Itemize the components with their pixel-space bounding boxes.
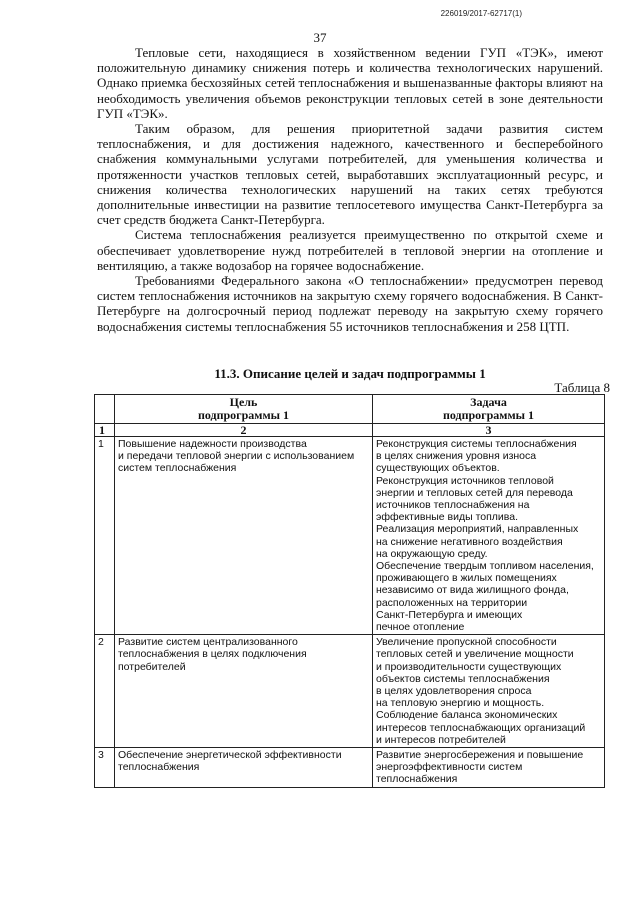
table-row	[95, 635, 605, 748]
column-number-row	[95, 424, 605, 437]
table-row	[95, 437, 605, 635]
task-text-line: Реализация мероприятий, направленных	[376, 523, 579, 536]
header-task-cell	[373, 395, 605, 424]
row-number-cell: 3	[95, 748, 115, 788]
column-number-2: 2	[115, 424, 373, 437]
task-text-line: энергии и тепловых сетей для перевода	[376, 486, 573, 499]
task-text-line: Увеличение пропускной способности	[376, 636, 557, 649]
task-text-line: печное отопление	[376, 621, 465, 634]
task-text-line: тепловых сетей и увеличение мощности	[376, 648, 574, 661]
goal-text-line: Развитие систем централизованного	[118, 636, 298, 649]
paragraph-3: Система теплоснабжения реализуется преимущественно по открытой схеме и обеспечивает удовлетворение нужд потребителей в тепловой энергии на отопление и вентиляцию, а также водозабор на горячее водоснабжение.	[97, 227, 603, 273]
table-body	[95, 437, 605, 788]
task-text-line: Реконструкция системы теплоснабжения	[376, 438, 577, 450]
table-row	[95, 748, 605, 788]
column-number-1: 1	[95, 424, 115, 437]
row-number-cell: 2	[95, 635, 115, 748]
task-text-line: в целях удовлетворения спроса	[376, 685, 532, 698]
header-goal-line2: подпрограммы 1	[197, 408, 290, 422]
goal-cell	[115, 748, 373, 788]
row-number-cell: 1	[95, 437, 115, 635]
header-goal-cell	[115, 395, 373, 424]
goal-text-line: Повышение надежности производства	[118, 438, 307, 450]
goal-text-line: теплоснабжения	[118, 761, 200, 774]
task-text-line: Реконструкция источников тепловой	[376, 474, 554, 487]
goals-table	[94, 394, 605, 788]
task-text-line: в целях снижения уровня износа	[376, 450, 537, 463]
goal-cell	[115, 437, 373, 635]
goal-text-line: теплоснабжения в целях подключения	[118, 648, 307, 661]
task-text-line: объектов системы теплоснабжения	[376, 672, 550, 685]
table-label: Таблица 8	[554, 380, 610, 395]
task-text-line: на тепловую энергию и мощность.	[376, 697, 545, 710]
task-text-line: Обеспечение твердым топливом населения,	[376, 560, 594, 573]
task-text-line: и интересов потребителей	[376, 733, 506, 746]
task-text-line: энергоэффективности систем	[376, 761, 523, 774]
task-text-line: на снижение негативного воздействия	[376, 535, 563, 548]
paragraph-1: Тепловые сети, находящиеся в хозяйственном ведении ГУП «ТЭК», имеют положительную динамику снижения потерь и количества технологических нарушений. Однако приемка бесхозяйных сетей теплоснабжения и вышеназванные факторы влияют на необходимость увеличения объемов реконструкции тепловых сетей в зоне деятельности ГУП «ТЭК».	[97, 45, 603, 121]
goal-cell	[115, 635, 373, 748]
column-number-3: 3	[373, 424, 605, 437]
document-id: 226019/2017-62717(1)	[440, 9, 522, 18]
task-text-line: теплоснабжения	[376, 773, 458, 786]
page-number: 37	[313, 30, 327, 45]
paragraph-4: Требованиями Федерального закона «О теплоснабжении» предусмотрен перевод систем теплоснабжения источников на закрытую схему горячего водоснабжения. В Санкт-Петербурге на долгосрочный период подлежат переводу на закрытую схему горячего водоснабжения системы теплоснабжения 55 источников теплоснабжения и 258 ЦТП.	[97, 273, 603, 334]
task-text-line: на окружающую среду.	[376, 547, 488, 560]
header-goal-line1: Цель	[229, 395, 258, 409]
task-text-line: Соблюдение баланса экономических	[376, 709, 558, 722]
task-text-line: Санкт-Петербурга и имеющих	[376, 608, 523, 621]
task-cell	[373, 748, 605, 788]
table-header-row	[95, 395, 605, 424]
header-task-line2: подпрограммы 1	[442, 408, 535, 422]
task-text-line: проживающего в жилых помещениях	[376, 572, 557, 585]
goal-text-line: и передачи тепловой энергии с использованием	[118, 450, 355, 463]
task-text-line: интересов теплоснабжающих организаций	[376, 721, 586, 734]
goal-text-line: Обеспечение энергетической эффективности	[118, 749, 342, 762]
goal-text-line: потребителей	[118, 660, 186, 673]
header-num-cell	[95, 395, 115, 424]
task-text-line: независимо от вида жилищного фонда,	[376, 584, 569, 597]
task-text-line: и производительности существующих	[376, 660, 562, 673]
body-text	[97, 45, 603, 334]
task-cell	[373, 437, 605, 635]
goal-text-line: систем теплоснабжения	[118, 462, 237, 475]
paragraph-2: Таким образом, для решения приоритетной задачи развития систем теплоснабжения, и для достижения надежного, качественного и бесперебойного снабжения коммунальными услугами потребителей, для уменьшения количества и протяженности участков тепловых сетей, выработавших эксплуатационный ресурс, и снижения количества технологических нарушений на таких сетях требуются дополнительные инвестиции на развитие теплосетевого имущества Санкт-Петербурга за счет средств бюджета Санкт-Петербурга.	[97, 121, 603, 228]
task-cell	[373, 635, 605, 748]
section-title: 11.3. Описание целей и задач подпрограммы 1	[214, 366, 486, 381]
task-text-line: Развитие энергосбережения и повышение	[376, 749, 584, 762]
task-text-line: эффективные виды топлива.	[376, 511, 519, 524]
task-text-line: существующих объектов.	[376, 462, 500, 475]
task-text-line: источников теплоснабжения на	[376, 499, 530, 512]
header-task-line1: Задача	[470, 395, 507, 409]
task-text-line: расположенных на территории	[376, 596, 528, 609]
